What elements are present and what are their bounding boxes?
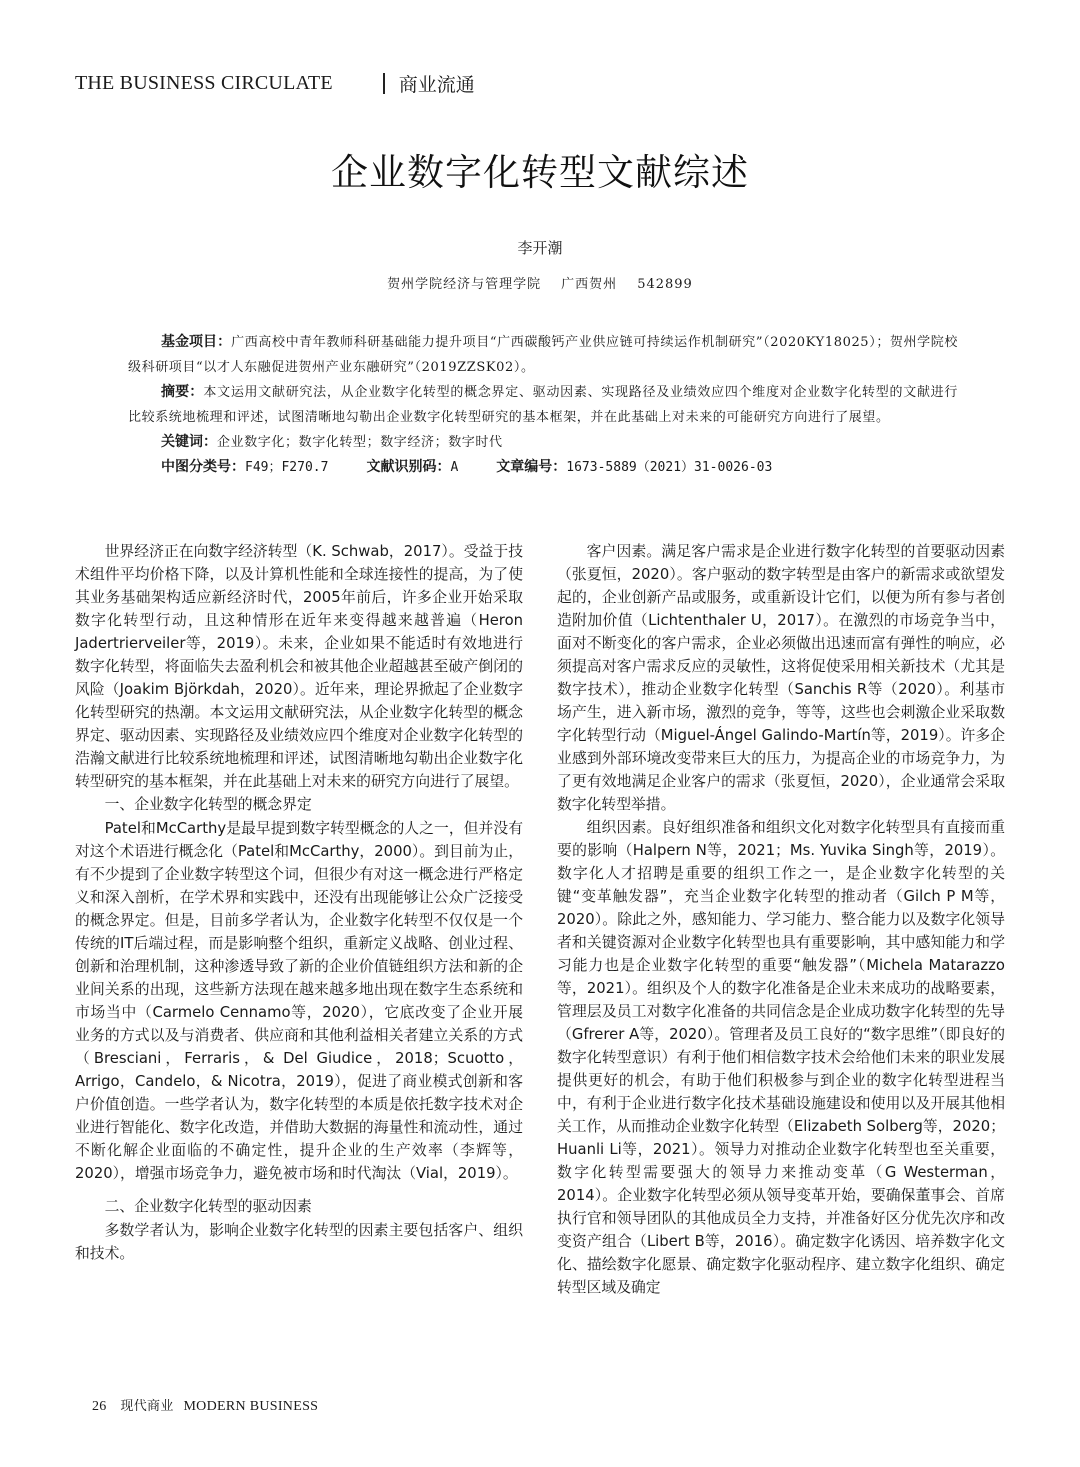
classification-row xyxy=(128,455,958,480)
intro-paragraph: 世界经济正在向数字经济转型（K. Schwab，2017）。受益于技术组件平均价格下降，以及计算机性能和全球连接性的提高，为了使其业务基础架构适应新经济时代，2005年前后，许多企业开始采取数字化转型行动，且这种情形在近年来变得越来越普遍（Heron Jadertrierveiler等，2019）。未来，企业如果不能适时有效地进行数字化转型，将面临失去盈利机会和被其他企业超越甚至破产倒闭的风险（Joakim Björkdah，2020）。近年来，理论界掀起了企业数字化转型研究的热潮。本文运用文献研究法，从企业数字化转型的概念界定、驱动因素、实现路径及业绩效应四个维度对企业数字化转型的浩瀚文献进行比较系统地梳理和评述，试图清晰地勾勒出企业数字化转型研究的基本框架，并在此基础上对未来的研究方向进行了展望。 xyxy=(75,543,523,790)
page-footer xyxy=(92,1395,318,1415)
section-heading-2: 二、企业数字化转型的驱动因素 xyxy=(104,1198,312,1215)
section-heading-1: 一、企业数字化转型的概念界定 xyxy=(104,796,312,813)
author-name: 李开潮 xyxy=(517,239,563,257)
fund-label: 基金项目： xyxy=(161,334,232,350)
journal-name-en: THE BUSINESS CIRCULATE xyxy=(75,71,333,94)
abstract xyxy=(128,380,958,430)
clc-value: F49；F270.7 xyxy=(245,460,329,475)
affiliation-location: 广西贺州 xyxy=(561,277,618,292)
author-affiliation xyxy=(0,273,1080,292)
doc-code-label: 文献识别码： xyxy=(366,459,451,475)
body-column-right xyxy=(557,540,1005,1299)
article-no-label: 文章编号： xyxy=(496,459,567,475)
customer-factor-paragraph: 客户因素。满足客户需求是企业进行数字化转型的首要驱动因素（张夏恒，2020）。客户驱动的数字转型是由客户的新需求或欲望发起的，企业创新产品或服务，或重新设计它们，以便为所有参与者创造附加价值（Lichtenthaler U，2017）。在激烈的市场竞争当中，面对不断变化的客户需求，企业必须做出迅速而富有弹性的响应，必须提高对客户需求反应的灵敏性，这将促使采用相关新技术（尤其是数字技术），推动企业数字化转型（Sanchis R等（2020）。利基市场产生，进入新市场，激烈的竞争，等等，这些也会刺激企业采取数字化转型行动（Miguel-Ángel Galindo-Martín等，2019）。许多企业感到外部环境改变带来巨大的压力，为提高企业的市场竞争力，为了更有效地满足企业客户的需求（张夏恒，2020），企业通常会采取数字化转型举措。 xyxy=(557,543,1005,813)
organization-factor-paragraph: 组织因素。良好组织准备和组织文化对数字化转型具有直接而重要的影响（Halpern N等，2021；Ms. Yuvika Singh等，2019）。数字化人才招聘是重要的组织工作之一，是企业数字化转型的关键“变革触发器”，充当企业数字化转型的推动者（Gilch P M等，2020）。除此之外，感知能力、学习能力、整合能力以及数字化领导者和关键资源对企业数字化转型也具有重要影响，其中感知能力和学习能力也是企业数字化转型的重要“触发器”（Michela Matarazzo等，2021）。组织及个人的数字化准备是企业未来成功的战略要素，管理层及员工对数字化准备的共同信念是企业成功数字化转型的先导（Gfrerer A等，2020）。管理者及员工良好的“数字思维”（即良好的数字化转型意识）有利于他们相信数字技术会给他们未来的职业发展提供更好的机会，有助于他们积极参与到企业的数字化转型进程当中，有利于企业进行数字化技术基础设施建设和使用以及开展其他相关工作，从而推动企业数字化转型（Elizabeth Solberg等，2020；Huanli Li等，2021）。领导力对推动企业数字化转型也至关重要，数字化转型需要强大的领导力来推动变革（G Westerman，2014）。企业数字化转型必须从领导变革开始，要确保董事会、首席执行官和领导团队的其他成员全力支持，并准备好区分优先次序和改变资产组合（Libert B等，2016）。确定数字化诱因、培养数字化文化、描绘数字化愿景、确定数字化驱动程序、建立数字化组织、确定转型区域及确定 xyxy=(557,819,1005,1296)
abstract-label: 摘要： xyxy=(161,384,204,400)
section1-paragraph: Patel和McCarthy是最早提到数字转型概念的人之一，但并没有对这个术语进行概念化（Patel和McCarthy，2000）。到目前为止，有不少提到了企业数字转型这个词，但很少有对这一概念进行严格定义和深入剖析，在学术界和实践中，还没有出现能够让公众广泛接受的概念界定。但是，目前多学者认为，企业数字化转型不仅仅是一个传统的IT后端过程，而是影响整个组织，重新定义战略、创业过程、创新和治理机制，这种渗透导致了新的企业价值链组织方法和新的企业间关系的出现，这些新方法现在越来越多地出现在数字生态系统和市场当中（Carmelo Cennamo等，2020），它底改变了企业开展业务的方式以及与消费者、供应商和其他利益相关者建立关系的方式（Bresciani，Ferraris，& Del Giudice，2018；Scuotto，Arrigo，Candelo，& Nicotra，2019），促进了商业模式创新和客户价值创造。一些学者认为，数字化转型的本质是依托数字技术对企业进行智能化、数字化改造，并借助大数据的海量性和流动性，通过不断化解企业面临的不确定性，提升企业的生产效率（李辉等，2020），增强市场竞争力，避免被市场和时代淘汰（Vial，2019）。 xyxy=(75,820,523,1182)
abstract-text: 本文运用文献研究法，从企业数字化转型的概念界定、驱动因素、实现路径及业绩效应四个维度对企业数字化转型的文献进行比较系统地梳理和评述，试图清晰地勾勒出企业数字化转型研究的基本框架，并在此基础上对未来的可能研究方向进行了展望。 xyxy=(128,385,958,425)
paper-title: 企业数字化转型文献综述 xyxy=(331,151,749,194)
front-matter xyxy=(128,330,958,480)
keywords-text: 企业数字化；数字化转型；数字经济；数字时代 xyxy=(217,435,503,450)
clc-label: 中图分类号： xyxy=(161,459,245,475)
footer-journal-en: MODERN BUSINESS xyxy=(183,1399,319,1414)
header-divider xyxy=(383,73,385,94)
section2-paragraph: 多数学者认为，影响企业数字化转型的因素主要包括客户、组织和技术。 xyxy=(75,1222,523,1262)
affiliation-postcode: 542899 xyxy=(637,277,693,292)
page-number: 26 xyxy=(92,1399,107,1414)
journal-name-cn: 商业流通 xyxy=(398,73,475,96)
fund-text: 广西高校中青年教师科研基础能力提升项目“广西碳酸钙产业供应链可持续运作机制研究”（2020KY18025）；贺州学院校级科研项目“以才人东融促进贺州产业东融研究”（2019ZZSK02）。 xyxy=(128,335,959,375)
footer-journal-cn: 现代商业 xyxy=(120,1399,174,1414)
article-no-value: 1673-5889（2021）31-0026-03 xyxy=(566,460,773,475)
affiliation-institution: 贺州学院经济与管理学院 xyxy=(387,277,542,292)
keywords xyxy=(128,430,958,455)
body-column-left xyxy=(75,540,523,1265)
doc-code-value: A xyxy=(450,460,459,475)
keywords-label: 关键词： xyxy=(161,434,217,450)
fund-info xyxy=(128,330,958,380)
running-header xyxy=(75,70,475,96)
